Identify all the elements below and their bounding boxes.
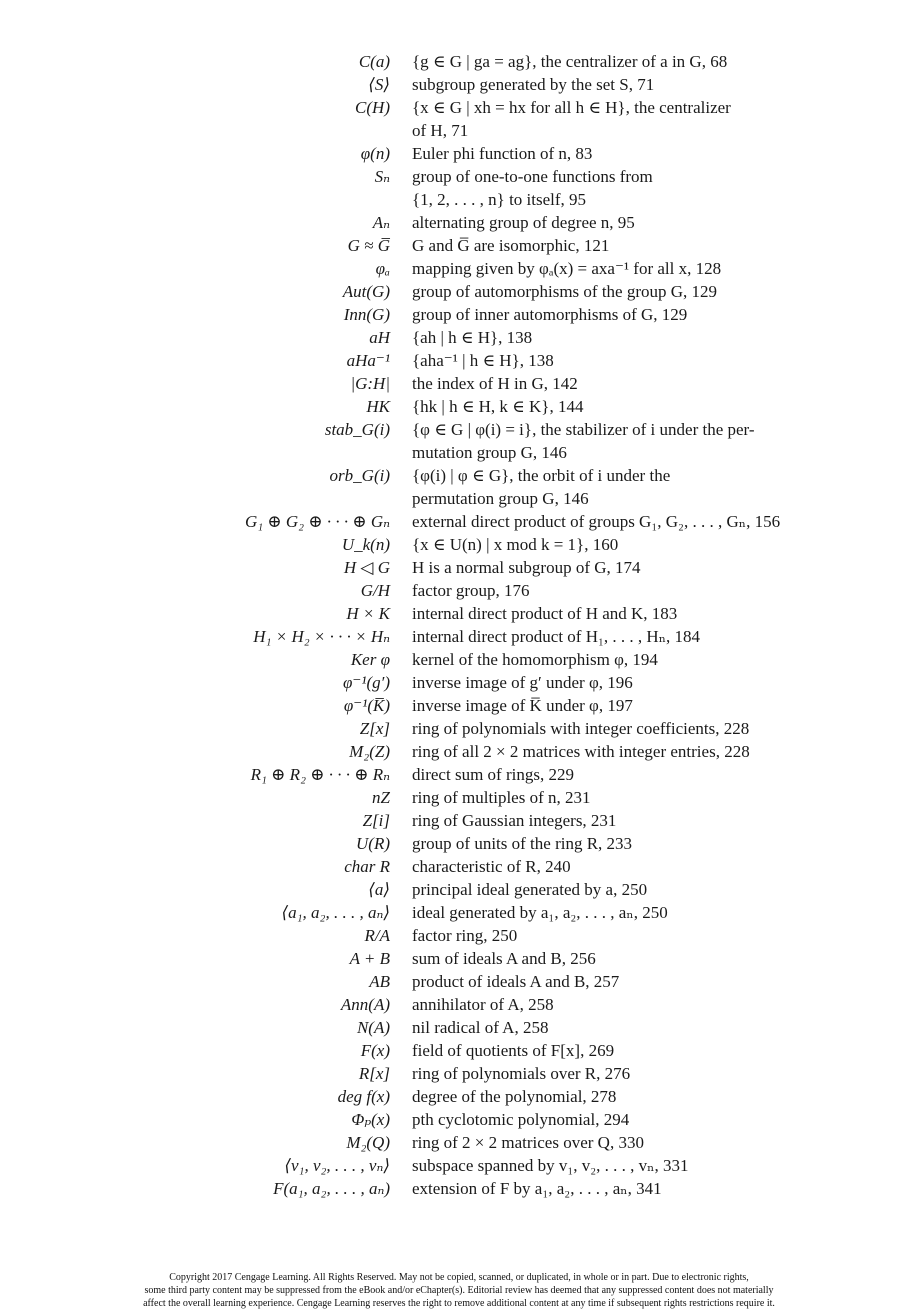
notation-description: direct sum of rings, 229 xyxy=(412,765,574,784)
notation-row xyxy=(0,832,918,855)
notation-description: group of units of the ring R, 233 xyxy=(412,834,633,853)
notation-symbol: aHa⁻¹ xyxy=(346,351,390,370)
notation-row xyxy=(0,855,918,878)
notation-symbol: A + B xyxy=(349,949,390,968)
notation-description: ring of polynomials with integer coefficients, 228 xyxy=(412,719,750,738)
notation-symbol: R₁ ⊕ R₂ ⊕ · · · ⊕ Rₙ xyxy=(250,765,390,784)
notation-symbol: Ker φ xyxy=(350,650,390,669)
notation-row xyxy=(0,372,918,395)
notation-row xyxy=(0,142,918,165)
notation-symbol: M₂(Z) xyxy=(349,742,390,761)
notation-description: alternating group of degree n, 95 xyxy=(412,213,635,232)
notation-description: ideal generated by a₁, a₂, . . . , aₙ, 250 xyxy=(412,903,668,922)
notation-symbol: char R xyxy=(344,857,390,876)
footer-line-3: affect the overall learning experience. Cengage Learning reserves the right to remove additional content at any time if subsequent rights restrictions require it. xyxy=(143,1298,775,1309)
notation-description: pth cyclotomic polynomial, 294 xyxy=(412,1110,630,1129)
notation-description: {x ∈ U(n) | x mod k = 1}, 160 xyxy=(412,535,619,554)
notation-symbol: ⟨a⟩ xyxy=(368,880,390,899)
notation-row xyxy=(0,671,918,694)
notation-description: nil radical of A, 258 xyxy=(412,1018,549,1037)
notation-row xyxy=(0,740,918,763)
notation-description: subspace spanned by v₁, v₂, . . . , vₙ, 331 xyxy=(412,1156,689,1175)
notation-row xyxy=(0,786,918,809)
notation-symbol: G ≈ G̅ xyxy=(347,236,390,255)
notation-description: factor group, 176 xyxy=(412,581,530,600)
notation-row xyxy=(0,464,918,510)
notation-symbol: ⟨S⟩ xyxy=(368,75,390,94)
notation-row xyxy=(0,556,918,579)
notation-description: field of quotients of F[x], 269 xyxy=(412,1041,615,1060)
notation-row xyxy=(0,349,918,372)
notation-symbol: Φₚ(x) xyxy=(351,1110,390,1129)
notation-row xyxy=(0,924,918,947)
notation-symbol: φ⁻¹(K̅) xyxy=(343,696,390,715)
notation-symbol: Aₙ xyxy=(372,213,390,232)
notation-description: group of one-to-one functions from {1, 2, . . . , n} to itself, 95 xyxy=(412,167,653,209)
notation-description: ring of 2 × 2 matrices over Q, 330 xyxy=(412,1133,644,1152)
notation-description: annihilator of A, 258 xyxy=(412,995,554,1014)
notation-symbol: orb_G(i) xyxy=(329,466,390,485)
notation-symbol: ⟨a₁, a₂, . . . , aₙ⟩ xyxy=(281,903,390,922)
notation-row xyxy=(0,50,918,73)
notation-symbol: ⟨v₁, v₂, . . . , vₙ⟩ xyxy=(284,1156,390,1175)
notation-row xyxy=(0,280,918,303)
notation-row xyxy=(0,418,918,464)
notation-symbol: φ⁻¹(g′) xyxy=(342,673,390,692)
notation-description: sum of ideals A and B, 256 xyxy=(412,949,596,968)
notation-description: G and G̅ are isomorphic, 121 xyxy=(412,236,610,255)
notation-symbol: U_k(n) xyxy=(341,535,390,554)
notation-row xyxy=(0,993,918,1016)
notation-row xyxy=(0,257,918,280)
notation-description: internal direct product of H₁, . . . , Hₙ, 184 xyxy=(412,627,701,646)
notation-description: ring of multiples of n, 231 xyxy=(412,788,591,807)
notation-description: extension of F by a₁, a₂, . . . , aₙ, 341 xyxy=(412,1179,662,1198)
notation-symbol: φₐ xyxy=(375,259,390,278)
notation-description: external direct product of groups G₁, G₂, . . . , Gₙ, 156 xyxy=(412,512,781,531)
notation-description: H is a normal subgroup of G, 174 xyxy=(412,558,641,577)
notation-symbol: C(H) xyxy=(355,98,390,117)
notation-row xyxy=(0,648,918,671)
notation-row xyxy=(0,1085,918,1108)
notation-row xyxy=(0,809,918,832)
notation-description: ring of all 2 × 2 matrices with integer entries, 228 xyxy=(412,742,750,761)
notation-symbol: HK xyxy=(366,397,390,416)
notation-symbol: H × K xyxy=(346,604,390,623)
notation-description: {hk | h ∈ H, k ∈ K}, 144 xyxy=(412,397,584,416)
notation-symbol: G/H xyxy=(360,581,390,600)
notation-symbol: G₁ ⊕ G₂ ⊕ · · · ⊕ Gₙ xyxy=(244,512,390,531)
notation-row xyxy=(0,234,918,257)
notation-description: group of inner automorphisms of G, 129 xyxy=(412,305,688,324)
notation-symbol: stab_G(i) xyxy=(324,420,390,439)
notation-row xyxy=(0,878,918,901)
notation-row xyxy=(0,1177,918,1200)
notation-description: mapping given by φₐ(x) = axa⁻¹ for all x, 128 xyxy=(412,259,722,278)
notation-table xyxy=(0,50,918,1200)
notation-symbol: R/A xyxy=(364,926,390,945)
notation-row xyxy=(0,602,918,625)
notation-symbol: Sₙ xyxy=(374,167,390,186)
notation-symbol: deg f(x) xyxy=(337,1087,390,1106)
notation-symbol: φ(n) xyxy=(360,144,390,163)
notation-row xyxy=(0,763,918,786)
notation-description: characteristic of R, 240 xyxy=(412,857,571,876)
notation-description: ring of Gaussian integers, 231 xyxy=(412,811,617,830)
notation-symbol: |G:H| xyxy=(350,374,390,393)
notation-description: subgroup generated by the set S, 71 xyxy=(412,75,655,94)
footer-line-2: some third party content may be suppressed from the eBook and/or eChapter(s). Editorial review has deemed that any suppressed content does not materially xyxy=(144,1285,774,1296)
notation-row xyxy=(0,510,918,533)
notation-description: factor ring, 250 xyxy=(412,926,518,945)
notation-row xyxy=(0,326,918,349)
notation-row xyxy=(0,694,918,717)
notation-row xyxy=(0,970,918,993)
notation-description: principal ideal generated by a, 250 xyxy=(412,880,648,899)
notation-symbol: U(R) xyxy=(356,834,390,853)
notation-symbol: aH xyxy=(369,328,390,347)
notation-description: kernel of the homomorphism φ, 194 xyxy=(412,650,658,669)
notation-description: internal direct product of H and K, 183 xyxy=(412,604,678,623)
notation-symbol: H ◁ G xyxy=(343,558,390,577)
notation-symbol: Aut(G) xyxy=(342,282,390,301)
notation-row xyxy=(0,533,918,556)
notation-row xyxy=(0,395,918,418)
notation-description: {g ∈ G | ga = ag}, the centralizer of a in G, 68 xyxy=(412,52,728,71)
notation-description: inverse image of K̅ under φ, 197 xyxy=(412,696,633,715)
notation-symbol: nZ xyxy=(372,788,390,807)
notation-symbol: H₁ × H₂ × · · · × Hₙ xyxy=(253,627,390,646)
notation-symbol: C(a) xyxy=(358,52,390,71)
notation-symbol: Z[x] xyxy=(359,719,390,738)
notation-description: product of ideals A and B, 257 xyxy=(412,972,620,991)
notation-row xyxy=(0,165,918,211)
notation-description: inverse image of g′ under φ, 196 xyxy=(412,673,633,692)
copyright-footer xyxy=(0,1271,918,1310)
notation-row xyxy=(0,947,918,970)
notation-description: ring of polynomials over R, 276 xyxy=(412,1064,631,1083)
notation-row xyxy=(0,579,918,602)
notation-symbol: N(A) xyxy=(356,1018,390,1037)
notation-symbol: Ann(A) xyxy=(340,995,390,1014)
footer-line-1: Copyright 2017 Cengage Learning. All Rights Reserved. May not be copied, scanned, or duplicated, in whole or in part. Due to electronic rights, xyxy=(169,1272,749,1283)
notation-symbol: F(a₁, a₂, . . . , aₙ) xyxy=(273,1179,390,1198)
notation-symbol: AB xyxy=(369,972,390,991)
notation-description: the index of H in G, 142 xyxy=(412,374,578,393)
notation-description: group of automorphisms of the group G, 129 xyxy=(412,282,718,301)
notation-description: {x ∈ G | xh = hx for all h ∈ H}, the centralizer of H, 71 xyxy=(412,98,731,140)
notation-description: {φ ∈ G | φ(i) = i}, the stabilizer of i under the per- mutation group G, 146 xyxy=(412,420,755,462)
notation-description: Euler phi function of n, 83 xyxy=(412,144,593,163)
notation-row xyxy=(0,1108,918,1131)
notation-symbol: R[x] xyxy=(358,1064,390,1083)
notation-row xyxy=(0,1131,918,1154)
notation-row xyxy=(0,303,918,326)
notation-symbol: Z[i] xyxy=(362,811,390,830)
notation-row xyxy=(0,901,918,924)
notation-row xyxy=(0,96,918,142)
notation-row xyxy=(0,717,918,740)
notation-description: degree of the polynomial, 278 xyxy=(412,1087,617,1106)
notation-row xyxy=(0,73,918,96)
notation-row xyxy=(0,1062,918,1085)
notation-row xyxy=(0,1039,918,1062)
notation-description: {aha⁻¹ | h ∈ H}, 138 xyxy=(412,351,554,370)
notation-row xyxy=(0,1154,918,1177)
notation-symbol: M₂(Q) xyxy=(346,1133,390,1152)
notation-row xyxy=(0,625,918,648)
notation-description: {ah | h ∈ H}, 138 xyxy=(412,328,533,347)
notation-symbol: Inn(G) xyxy=(343,305,390,324)
notation-row xyxy=(0,1016,918,1039)
notation-description: {φ(i) | φ ∈ G}, the orbit of i under the permutation group G, 146 xyxy=(412,466,671,508)
notation-row xyxy=(0,211,918,234)
notation-symbol: F(x) xyxy=(360,1041,390,1060)
